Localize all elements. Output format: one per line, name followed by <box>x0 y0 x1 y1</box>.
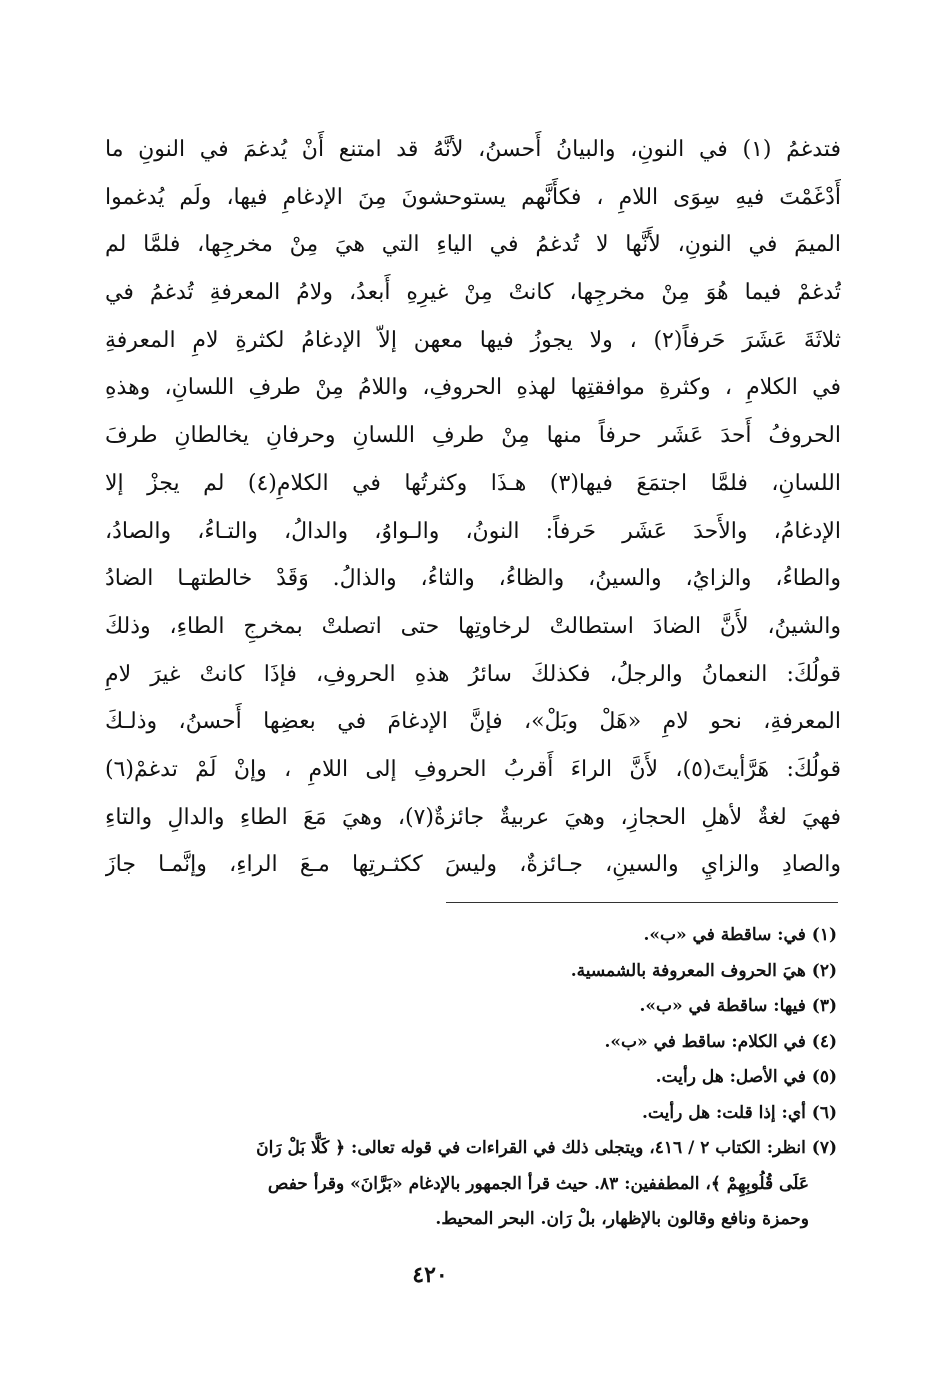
body-line: والطاءُ، والزايُ، والسينُ، والظاءُ، والثاءُ، والذالُ. وَقَدْ خالطتهـا الضادُ <box>105 566 841 592</box>
footnote: (٤) في الكلام: ساقط في «ب». <box>604 1031 837 1052</box>
body-text <box>105 126 841 889</box>
body-line: والصادِ والزايِ والسينِ، جـائزةٌ، وليسَ ككثـرتِها مـعَ الراءِ، وإنَّمـا جازَ <box>105 852 841 878</box>
footnote-7-continued <box>105 1202 837 1238</box>
body-line: أَدْغَمْتَ فيهِ سِوَى اللامِ ، فكأَنَّهم يستوحشونَ مِنَ الإدغامِ فيها، ولَم يُدغموا <box>105 184 841 210</box>
body-line: فتدغمُ (١) في النونِ، والبيانُ أَحسنُ، لأنَّهُ قد امتنع أَنْ يُدغمَ في النونِ ما <box>105 137 841 162</box>
body-line: الإدغامُ، والأَحدَ عَشَر حَرفاً: النونُ، والـواوُ، والدالُ، والتـاءُ، والصادُ، <box>105 518 841 544</box>
footnote-7-continued <box>105 1167 837 1203</box>
body-line: قولُكَ: النعمانُ والرجلُ، فكذلكَ سائرُ هذهِ الحروفِ، فإذَا كانتْ غيرَ لامِ <box>105 661 841 687</box>
footnote: (٦) أي: إذا قلت: هل رأيت. <box>642 1102 837 1123</box>
body-line: تُدغمْ فيما هُوَ مِنْ مخرجِها، كانتْ مِنْ غيرِهِ أَبعدُ، ولامُ المعرفةِ تُدغمُ في <box>105 280 841 306</box>
footnote-7 <box>105 1131 837 1167</box>
body-line: والشينُ، لأَنَّ الضادَ استطالتْ لرخاوتِها حتى اتصلتْ بمخرجِ الطاءِ، وذلكَ <box>105 613 841 639</box>
body-line: المعرفةِ، نحو لامِ «هَلْ وبَلْ»، فإنَّ الإدغامَ في بعضِها أَحسنُ، وذلـكَ <box>105 709 841 735</box>
body-line: اللسانِ، فلمَّا اجتمَعَ فيها(٣) هـذَا وكثرتُها في الكلامِ(٤) لم يجزْ إلا <box>105 470 841 496</box>
footnote-7-line: عَلَى قُلُوبِهِمْ ﴾، المطففين: ٨٣. حيث قرأ الجمهور بالإدغام «بَرَّانَ» وقرأ حفص <box>267 1173 809 1194</box>
body-line: في الكلامِ ، وكثرةِ موافقتِها لهذهِ الحروفِ، واللامُ مِنْ طرفِ اللسانِ، وهذهِ <box>105 375 841 401</box>
body-line: فهيَ لغةٌ لأهلِ الحجازِ، وهيَ عربيةٌ جائزةٌ(٧)، وهيَ مَعَ الطاءِ والدالِ والتاءِ <box>105 804 841 830</box>
footnote-7-line: (٧) انظر: الكتاب ٢ / ٤١٦، ويتجلى ذلك في القراءات في قوله تعالى: ﴿ كَلَّا بَلْ رَانَ <box>256 1138 837 1158</box>
footnote: (١) في: ساقطة في «ب». <box>643 925 837 945</box>
page-number: ٤٢٠ <box>412 1262 448 1288</box>
body-line: الحروفُ أَحدَ عَشَر حرفاً منها مِنْ طرفِ اللسانِ وحرفانِ يخالطانِ طرفَ <box>105 423 841 449</box>
footnote: (٥) في الأصل: هل رأيت. <box>655 1067 837 1087</box>
footnote-7-line: وحمزة ونافع وقالون بالإظهار، بلْ رَان. البحر المحيط. <box>435 1209 809 1229</box>
footnote-divider <box>446 902 838 903</box>
body-line: قولُكَ: هَرَّأيتَ(٥)، لأَنَّ الراءَ أَقربُ الحروفِ إلى اللامِ ، وإنْ لَمْ تدغمْ(٦) <box>105 756 841 782</box>
footnote: (٢) هيَ الحروف المعروفة بالشمسية. <box>570 960 837 981</box>
body-line: ثلاثَةَ عَشَرَ حَرفاً(٢) ، ولا يجوزُ فيها معهن إلاّ الإدغامُ لكثرةِ لامِ المعرفةِ <box>105 327 841 353</box>
footnotes <box>105 918 837 1238</box>
body-line: الميمَ في النونِ، لأَنَّها لا تُدغمُ في الياءِ التي هيَ مِنْ مخرجِها، فلمَّا لم <box>105 232 841 258</box>
footnote: (٣) فيها: ساقطة في «ب». <box>639 996 837 1016</box>
